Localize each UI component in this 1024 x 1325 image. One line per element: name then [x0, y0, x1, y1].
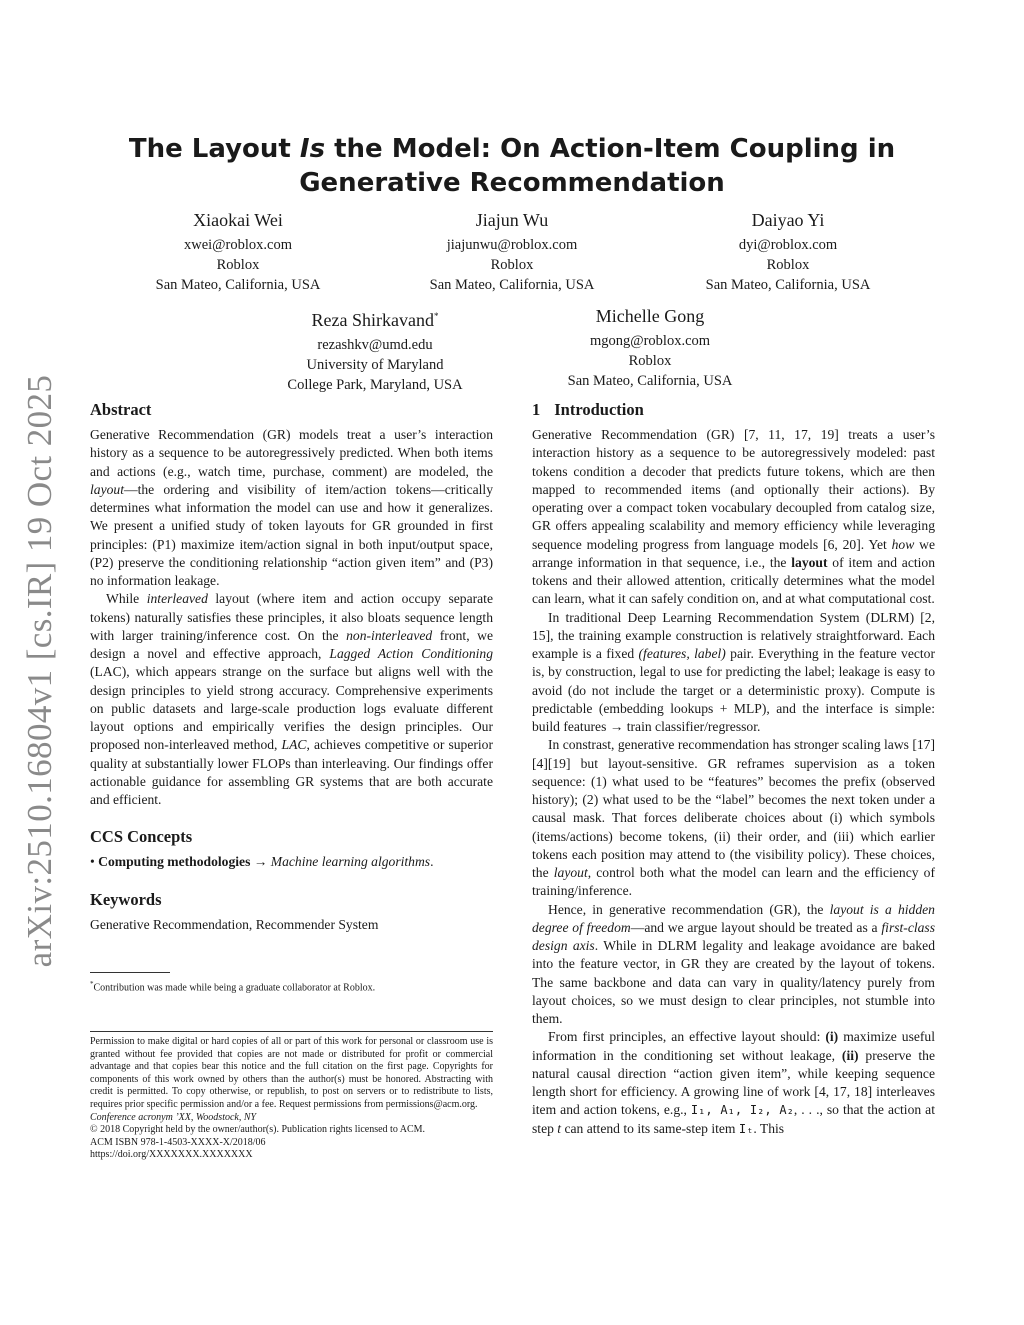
token-sequence: I₁, A₁, I₂, A₂ [690, 1103, 794, 1118]
author-email: jiajunwu@roblox.com [446, 237, 578, 253]
ccs-concepts: • Computing methodologies → Machine learning algorithms. [90, 854, 434, 870]
author-block [88, 208, 388, 295]
author-affiliation: Roblox [216, 257, 260, 273]
author-block [500, 304, 800, 391]
author-location: San Mateo, California, USA [567, 373, 733, 389]
keywords-heading: Keywords [90, 889, 162, 909]
author-affiliation: University of Maryland [306, 357, 444, 373]
author-affiliation: Roblox [490, 257, 534, 273]
token-item: Iₜ [738, 1121, 754, 1136]
introduction-heading: 1 Introduction [532, 400, 644, 419]
title-part2: the Model: On Action-Item Coupling in Generative Recommendation [299, 134, 896, 198]
permission-text: Permission to make digital or hard copies of all or part of this work for personal or classroom use is granted without fee provided that copies are not made or distributed for profit or commercial advantage and that copies bear this notice and the full citation on the first page. Copyrights for components of this work owned by others than the author(s) must be honored. Abstracting with credit is permitted. To copy otherwise, or republish, to post on servers or to redistribute to lists, requires prior specific permission and/or a fee. Request permissions from permissions@acm.org. [90, 1036, 493, 1110]
footnote-rule [90, 972, 170, 973]
intro-paragraph: From first principles, an effective layout should: (i) maximize useful information in the conditioning set without leakage, (ii) preserve the natural causal direction “action given item”, while keeping sequence length short for efficiency. A growing line of work [4, 17, 18] interleaves item and action tokens, e.g., I₁, A₁, I₂, A₂, . . ., so that the action at step t can attend to its same-step item Iₜ. This [532, 1029, 936, 1136]
author-name: Daiyao Yi [751, 210, 825, 230]
intro-paragraph: In constrast, generative recommendation has stronger scaling laws [17][4][19] but layout-sensitive. GR reframes supervision as a token sequence: (1) what used to be “features” becomes the prefix (observed history); (2) what used to be the “label” becomes the next token under a causal mask. That forces deliberate choices about (i) which symbols (items/actions) become tokens, (ii) their order, and (iii) which earlier tokens each position may attend to (the visibility policy). These choices, the layout, control both what the model can learn and the efficiency of training/inference. [532, 737, 935, 899]
author-block [362, 208, 662, 295]
ccs-heading: CCS Concepts [90, 827, 193, 847]
left-column [90, 399, 493, 934]
author-email: rezashkv@umd.edu [317, 337, 433, 353]
author-name: Xiaokai Wei [193, 210, 283, 230]
doi-link[interactable]: https://doi.org/XXXXXXX.XXXXXXX [90, 1149, 253, 1161]
permission-block [90, 1031, 493, 1162]
abstract-paragraph: Generative Recommendation (GR) models treat a user’s interaction history as a sequence to be autoregressively predicted. When both items and actions (e.g., watch time, purchase, comment) are modeled, the layout—the ordering and visibility of item/action tokens—critically determines what information the model can use and how it generalizes. We present a unified study of token layouts for GR grounded in first principles: (P1) maximize item/action signal in both input/output space, (P2) preserve the conditioning relationship “action given item” and (P3) no information leakage. [90, 427, 493, 588]
isbn-line: ACM ISBN 978-1-4503-XXXX-X/2018/06 [90, 1136, 266, 1148]
intro-paragraph: Generative Recommendation (GR) [7, 11, 17, 19] treats a user’s interaction history as a sequence to be autoregressively modeled: past tokens condition a decoder that predicts future tokens, which are then mapped to recommended items (and optionally their actions). By operating over a compact token vocabulary decoupled from catalog size, GR offers appealing scalability and memory efficiency while leveraging sequence modeling progress from language models [6, 20]. Yet how we arrange information in that sequence, i.e., the layout of item and action tokens and their allowed attention, critically determines what the model can learn, what it can safely condition on, and at what computational cost. [532, 427, 936, 607]
author-block [638, 208, 938, 295]
copyright-line: © 2018 Copyright held by the owner/author(s). Publication rights licensed to ACM. [90, 1124, 426, 1136]
author-name: Michelle Gong [595, 306, 705, 326]
author-email: dyi@roblox.com [738, 237, 838, 253]
author-affiliation: Roblox [766, 257, 810, 273]
arxiv-identifier: arXiv:2510.16804v1 [cs.IR] 19 Oct 2025 [20, 374, 59, 968]
author-footnote: *Contribution was made while being a graduate collaborator at Roblox. [90, 980, 376, 994]
paper-title [80, 132, 944, 200]
author-location: College Park, Maryland, USA [287, 377, 463, 393]
intro-paragraph: In traditional Deep Learning Recommendation System (DLRM) [2, 15], the training example construction is relatively straightforward. Each example is a fixed (features, label) pair. Everything in the feature vector is, by construction, legal to use for predicting the label; leakage is easy to avoid (do not include the target or a deterministic proxy). Compute is predictable (embedding lookups + MLP), and the interface is simple: build features → train classifier/regressor. [532, 609, 935, 734]
author-name: Reza Shirkavand* [311, 310, 439, 330]
conference-info: Conference acronym ’XX, Woodstock, NY [90, 1111, 257, 1123]
title-emphasis: Is [299, 134, 326, 164]
author-affiliation: Roblox [628, 353, 672, 369]
arxiv-sidebar [0, 0, 80, 1325]
author-email: xwei@roblox.com [184, 237, 292, 253]
title-part1: The Layout [128, 134, 300, 164]
author-location: San Mateo, California, USA [155, 277, 321, 293]
right-column [532, 399, 935, 1138]
intro-paragraph: Hence, in generative recommendation (GR), the layout is a hidden degree of freedom—and we argue layout should be treated as a first-class design axis. While in DLRM legality and leakage avoidance are baked into the feature vector, in GR they are created by the layout of tokens. The same backbone and data can vary in quality/latency purely from layout choices, so we must design to clear principles, not stumble into them. [532, 901, 936, 1026]
author-block [225, 304, 525, 395]
author-name: Jiajun Wu [475, 210, 549, 230]
abstract-heading: Abstract [90, 400, 152, 419]
abstract-paragraph: While interleaved layout (where item and action occupy separate tokens) naturally satisfies these principles, it also bloats sequence length with larger training/inference cost. On the non-interleaved front, we design a novel and effective approach, Lagged Action Conditioning (LAC), which appears strange on the surface but aligns well with the design principles to yield strong accuracy. Comprehensive experiments on public datasets and large-scale production logs evaluate different layout options and empirically verifies the design principles. Our proposed non-interleaved method, LAC, achieves competitive or superior quality at substantially lower FLOPs than interleaving. Our findings offer actionable guidance for assembling GR systems that are both accurate and efficient. [90, 591, 494, 807]
author-location: San Mateo, California, USA [429, 277, 595, 293]
author-footnote-mark: * [433, 311, 439, 321]
keywords-text: Generative Recommendation, Recommender System [90, 916, 379, 932]
author-email: mgong@roblox.com [589, 333, 711, 349]
author-location: San Mateo, California, USA [705, 277, 871, 293]
